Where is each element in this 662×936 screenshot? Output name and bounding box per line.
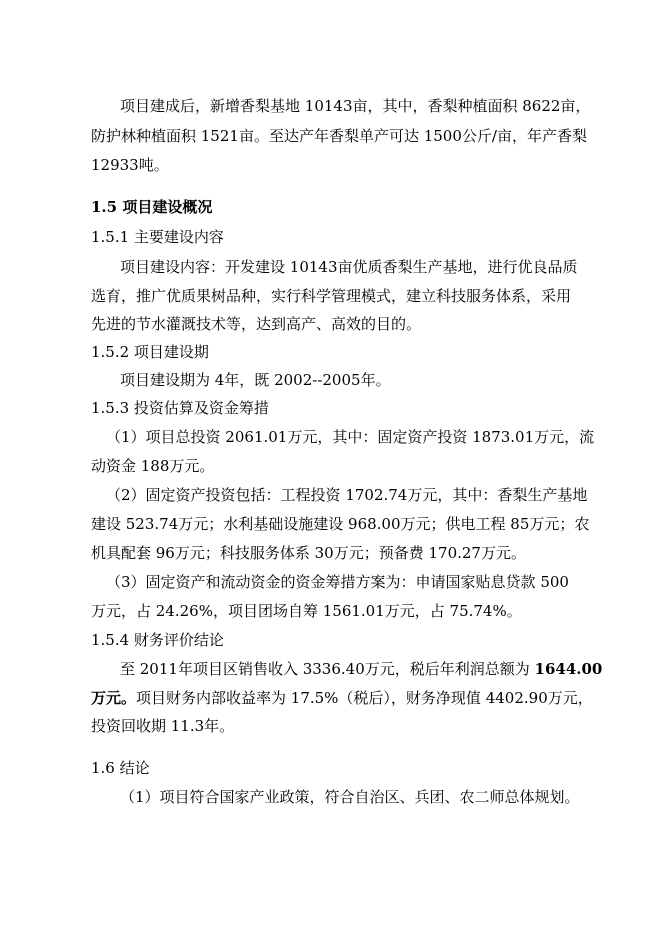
subsection-heading-1-5-3: 1.5.3 投资估算及资金筹措 [91,399,269,417]
list-item-line: 动资金 188万元。 [91,457,215,475]
list-item-line: （1）项目符合国家产业政策，符合自治区、兵团、农二师总体规划。 [120,788,580,806]
section-heading-1-5: 1.5 项目建设概况 [91,198,213,216]
list-item-line: 机具配套 96万元；科技服务体系 30万元；预备费 170.27万元。 [91,544,526,562]
content-line: 项目建设内容：开发建设 10143亩优质香梨生产基地，进行优良品质 [120,258,578,276]
content-text: 至 2011年项目区销售收入 3336.40万元，税后年利润总额为 [120,660,535,678]
list-item-line: 万元，占 24.26%，项目团场自筹 1561.01万元，占 75.74%。 [91,602,522,620]
content-line: 先进的节水灌溉技术等，达到高产、高效的目的。 [91,315,422,333]
content-line [91,688,593,708]
profit-unit: 万元。 [91,689,137,707]
list-item-line: （3）固定资产和流动资金的资金筹措方案为：申请国家贴息贷款 500 [106,573,569,591]
intro-line-1: 项目建成后，新增香梨基地 10143亩，其中，香梨种植面积 8622亩， [120,97,591,115]
subsection-heading-1-5-2: 1.5.2 项目建设期 [91,343,209,361]
intro-line-3: 12933吨。 [91,156,169,174]
content-line: 投资回收期 11.3年。 [91,717,235,735]
list-item-line: （2）固定资产投资包括：工程投资 1702.74万元，其中：香梨生产基地 [106,486,588,504]
section-heading-1-6: 1.6 结论 [91,759,150,777]
content-line: 项目建设期为 4年，既 2002--2005年。 [120,371,391,389]
profit-value: 1644.00 [534,660,603,678]
content-line [120,659,602,679]
list-item-line: 建设 523.74万元；水利基础设施建设 968.00万元；供电工程 85万元；农 [91,515,590,533]
content-text: 项目财务内部收益率为 17.5%（税后），财务净现值 4402.90万元， [136,689,593,707]
subsection-heading-1-5-4: 1.5.4 财务评价结论 [91,631,224,649]
list-item-line: （1）项目总投资 2061.01万元，其中：固定资产投资 1873.01万元，流 [106,428,595,446]
subsection-heading-1-5-1: 1.5.1 主要建设内容 [91,228,224,246]
content-line: 选育，推广优质果树品种，实行科学管理模式，建立科技服务体系，采用 [91,287,572,305]
intro-line-2: 防护林种植面积 1521亩。至达产年香梨单产可达 1500公斤/亩，年产香梨 [91,127,587,145]
